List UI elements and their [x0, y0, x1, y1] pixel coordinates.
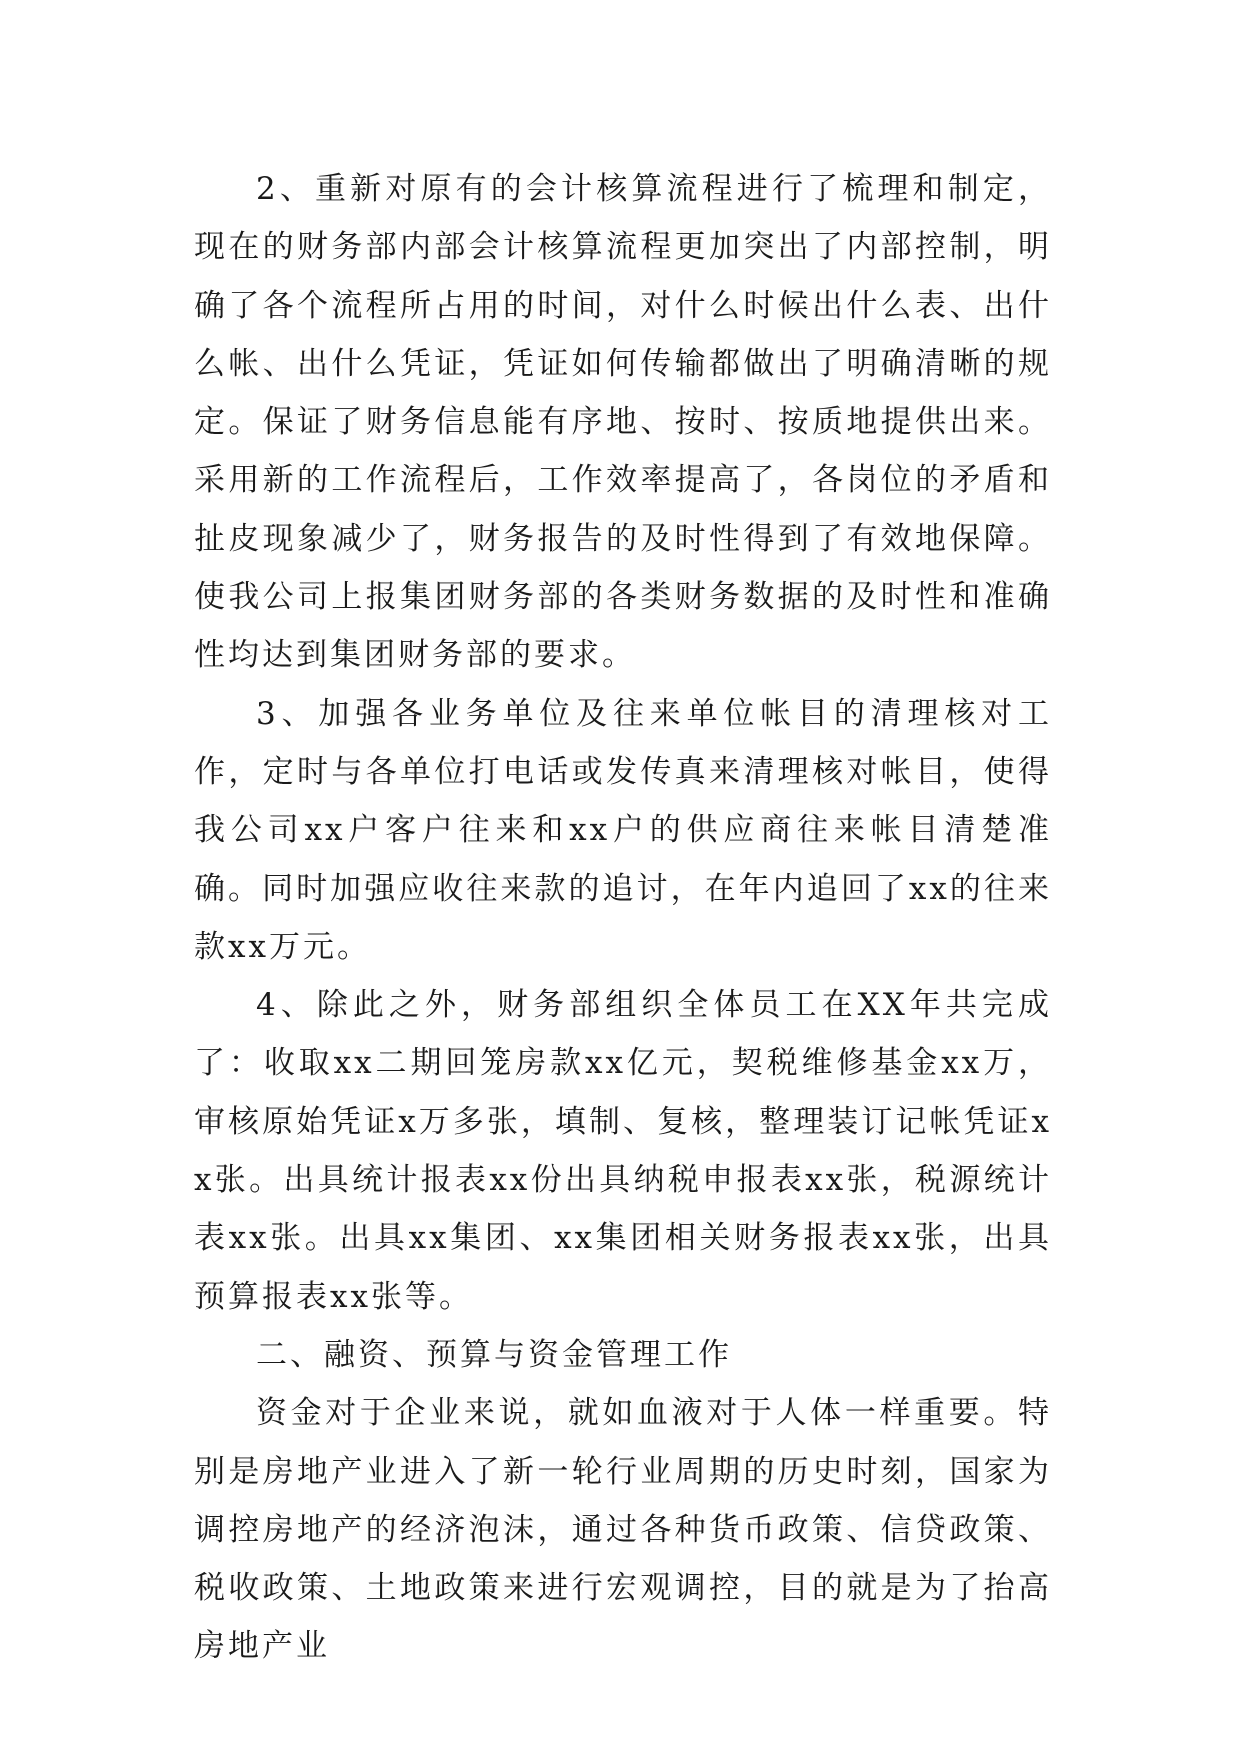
document-body — [194, 160, 1052, 1676]
paragraph-item-2: 2、重新对原有的会计核算流程进行了梳理和制定，现在的财务部内部会计核算流程更加突出了内部控制，明确了各个流程所占用的时间，对什么时候出什么表、出什么帐、出什么凭证，凭证如何传输都做出了明确清晰的规定。保证了财务信息能有序地、按时、按质地提供出来。采用新的工作流程后，工作效率提高了，各岗位的矛盾和扯皮现象减少了，财务报告的及时性得到了有效地保障。使我公司上报集团财务部的各类财务数据的及时性和准确性均达到集团财务部的要求。 — [194, 171, 1052, 674]
section-heading: 二、融资、预算与资金管理工作 — [256, 1336, 732, 1373]
closing-paragraph: 资金对于企业来说，就如血液对于人体一样重要。特别是房地产业进入了新一轮行业周期的历史时刻，国家为调控房地产的经济泡沫，通过各种货币政策、信贷政策、税收政策、土地政策来进行宏观调控，目的就是为了抬高房地产业 — [194, 1395, 1052, 1665]
paragraph-item-3: 3、加强各业务单位及往来单位帐目的清理核对工作，定时与各单位打电话或发传真来清理核对帐目，使得我公司xx户客户往来和xx户的供应商往来帐目清楚准确。同时加强应收往来款的追讨，在年内追回了xx的往来款xx万元。 — [194, 695, 1052, 965]
paragraph-item-4: 4、除此之外，财务部组织全体员工在XX年共完成了：收取xx二期回笼房款xx亿元，契税维修基金xx万，审核原始凭证x万多张，填制、复核，整理装订记帐凭证xx张。出具统计报表xx份出具纳税申报表xx张，税源统计表xx张。出具xx集团、xx集团相关财务报表xx张，出具预算报表xx张等。 — [194, 987, 1052, 1315]
